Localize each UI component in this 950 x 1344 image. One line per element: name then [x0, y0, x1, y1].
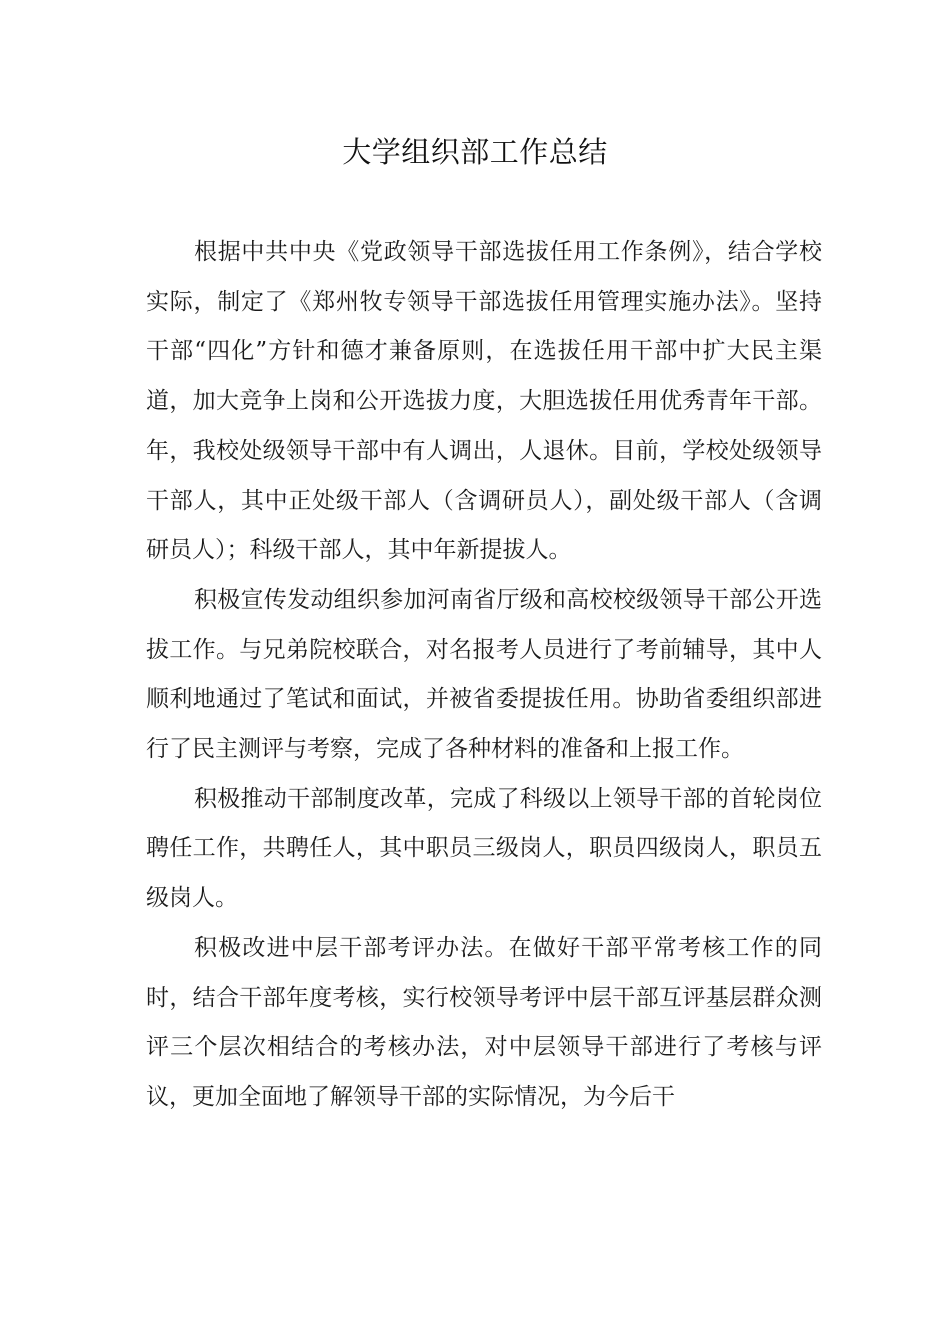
paragraph-4: 积极改进中层干部考评办法。在做好干部平常考核工作的同时，结合干部年度考核，实行校领导考评中层干部互评基层群众测评三个层次相结合的考核办法，对中层领导干部进行了考核与评议，更加全面地了解领导干部的实际情况，为今后干 — [146, 934, 822, 1110]
paragraph-2: 积极宣传发动组织参加河南省厅级和高校校级领导干部公开选拔工作。与兄弟院校联合，对名报考人员进行了考前辅导，其中人顺利地通过了笔试和面试，并被省委提拔任用。协助省委组织部进行了民主测评与考察，完成了各种材料的准备和上报工作。 — [146, 586, 822, 763]
paragraph-3: 积极推动干部制度改革，完成了科级以上领导干部的首轮岗位聘任工作，共聘任人，其中职员三级岗人，职员四级岗人，职员五级岗人。 — [146, 785, 822, 912]
document-body — [146, 228, 822, 1123]
paragraph-1: 根据中共中央《党政领导干部选拔任用工作条例》，结合学校实际，制定了《郑州牧专领导干部选拔任用管理实施办法》。坚持干部“四化”方针和德才兼备原则，在选拔任用干部中扩大民主渠道，加大竞争上岗和公开选拔力度，大胆选拔任用优秀青年干部。年，我校处级领导干部中有人调出，人退休。目前，学校处级领导干部人，其中正处级干部人（含调研员人），副处级干部人（含调研员人）；科级干部人，其中年新提拔人。 — [146, 239, 822, 564]
document-title: 大学组织部工作总结 — [342, 135, 608, 169]
